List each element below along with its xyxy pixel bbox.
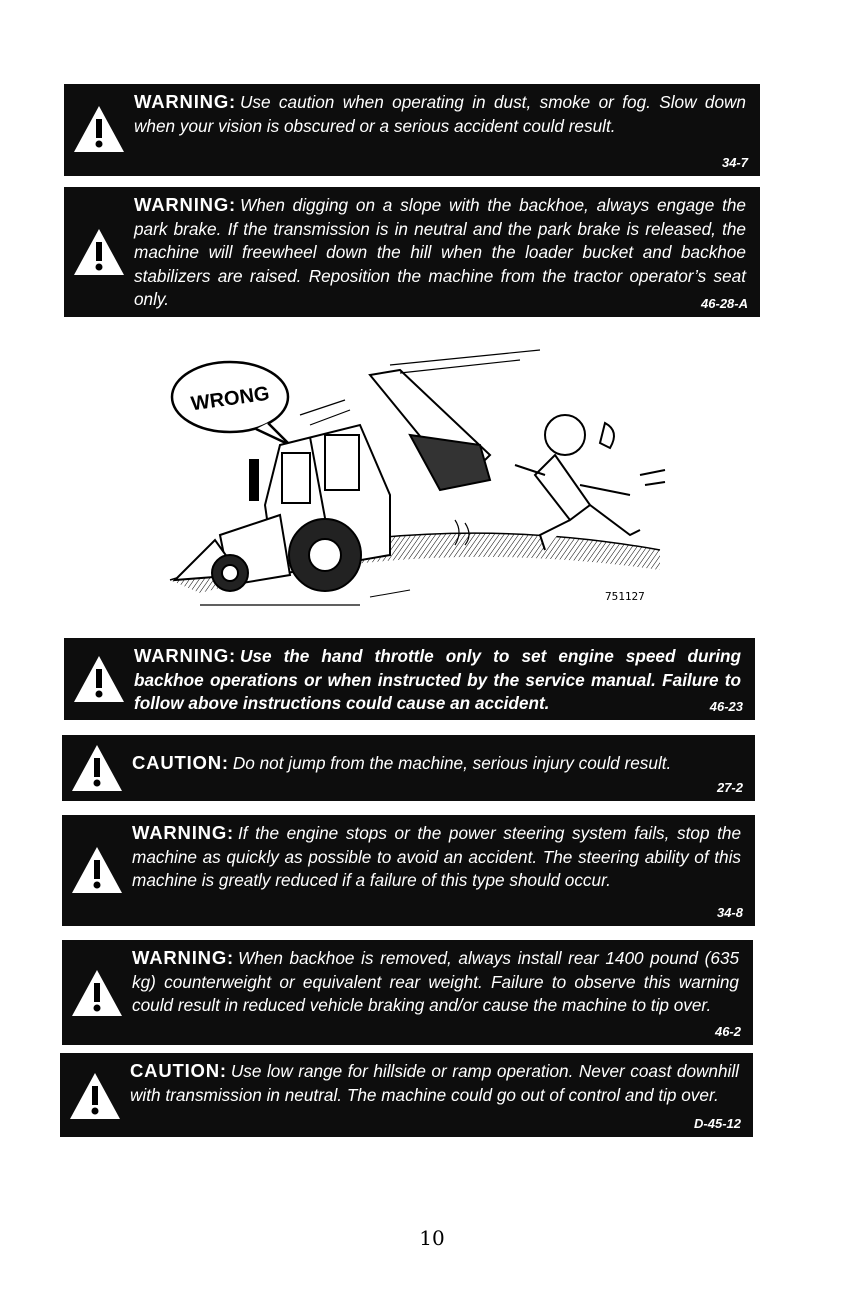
notice-text: Use the hand throttle only to set engine speed during backhoe operations or when instructed by the service manual. Failure to follow above instructions could cause an accident.: [134, 646, 741, 713]
caution-box-jump: [62, 735, 755, 801]
caution-box-hillside: [60, 1053, 753, 1137]
warning-box-counterweight: [62, 940, 753, 1045]
figure-number: 751127: [605, 590, 645, 603]
notice-keyword: WARNING:: [134, 194, 236, 215]
warning-triangle-icon: [72, 227, 126, 277]
running-operator-figure: [515, 415, 665, 550]
notice-text: When digging on a slope with the backhoe, always engage the park brake. If the transmission is in neutral and the park brake is released, the machine will freewheel down the hill when the loader bucket and backhoe stabilizers are raised. Reposition the machine from the tractor operator’s seat only.: [134, 195, 746, 309]
notice-keyword: CAUTION:: [130, 1060, 227, 1081]
notice-keyword: WARNING:: [134, 91, 236, 112]
warning-triangle-icon: [72, 654, 126, 704]
warning-triangle-icon: [70, 845, 124, 895]
notice-code: 46-28-A: [701, 296, 748, 311]
wrong-speech-bubble: [172, 362, 290, 445]
notice-text: When backhoe is removed, always install rear 1400 pound (635 kg) counterweight or equivalent rear weight. Failure to observe this warning could result in reduced vehicle braking and/or cause the machine to tip over.: [132, 948, 739, 1015]
warning-triangle-icon: [70, 743, 124, 793]
notice-code: D-45-12: [694, 1116, 741, 1131]
warning-triangle-icon: [70, 968, 124, 1018]
warning-box-dust: [64, 84, 760, 176]
page-number: 10: [419, 1226, 445, 1250]
notice-keyword: WARNING:: [132, 947, 234, 968]
warning-triangle-icon: [68, 1071, 122, 1121]
notice-code: 34-7: [721, 155, 748, 170]
notice-keyword: CAUTION:: [132, 752, 229, 773]
bubble-text: WRONG: [189, 382, 271, 416]
notice-code: 34-8: [716, 905, 743, 920]
notice-code: 27-2: [716, 780, 743, 795]
warning-box-steering: [62, 815, 755, 926]
notice-code: 46-23: [709, 699, 743, 714]
warning-box-throttle: [64, 638, 755, 720]
warning-triangle-icon: [72, 104, 126, 154]
notice-text: Use low range for hillside or ramp operation. Never coast downhill with transmission in neutral. The machine could go out of control and tip over.: [130, 1061, 739, 1105]
notice-keyword: WARNING:: [134, 645, 236, 666]
notice-code: 46-2: [714, 1024, 741, 1039]
notice-text: Use caution when operating in dust, smoke or fog. Slow down when your vision is obscured or a serious accident could result.: [134, 92, 746, 136]
backhoe-slope-illustration: [160, 335, 680, 625]
notice-text: Do not jump from the machine, serious injury could result.: [232, 753, 672, 773]
warning-box-slope: [64, 187, 760, 317]
notice-keyword: WARNING:: [132, 822, 234, 843]
notice-text: If the engine stops or the power steering system fails, stop the machine as quickly as possible to avoid an accident. The steering ability of this machine is greatly reduced if a failure of this type should occur.: [132, 823, 741, 890]
